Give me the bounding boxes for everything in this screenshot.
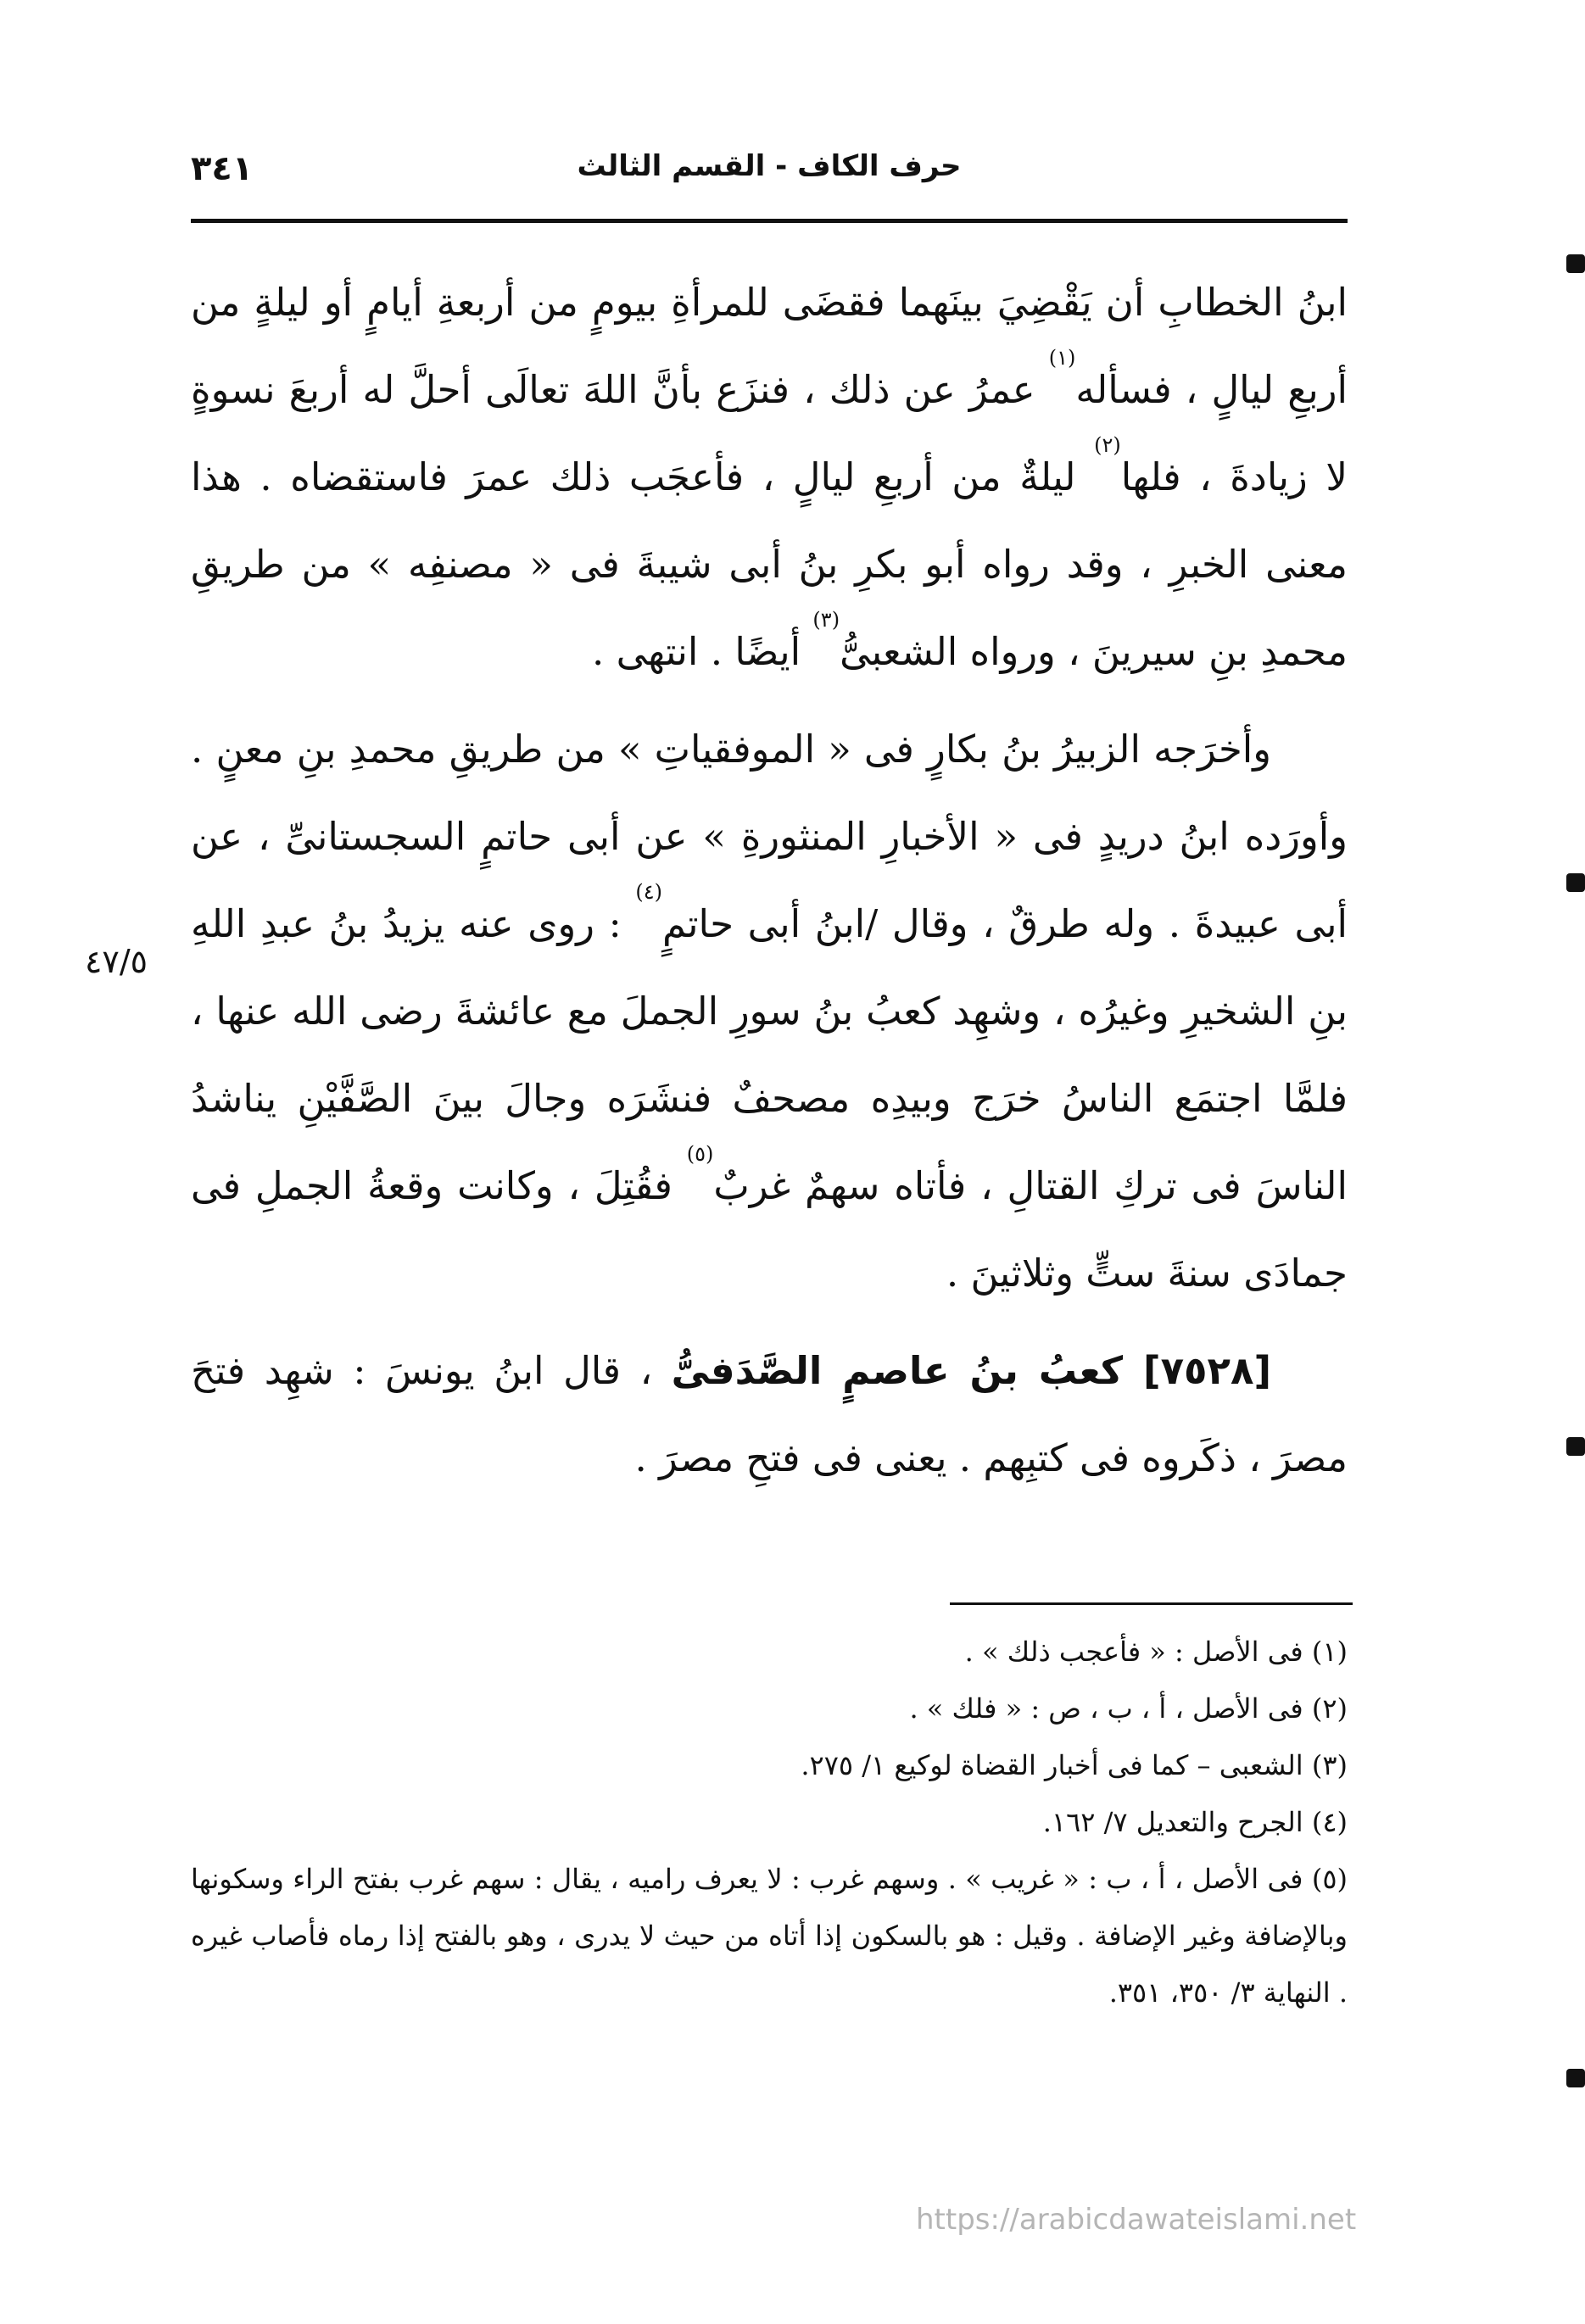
watermark-url: https://arabicdawateislami.net: [916, 2203, 1357, 2237]
running-title: حرف الكاف - القسم الثالث: [577, 149, 962, 183]
footnote-marker-3: (٣): [812, 608, 840, 632]
footnotes: [191, 1624, 1348, 2021]
scan-edge-mark: [1566, 873, 1585, 892]
paragraph-2: [191, 705, 1348, 1317]
scan-edge-mark: [1566, 254, 1585, 273]
text-run: وأخرَجه الزبيرُ بنُ بكارٍ فى « الموفقياتِ » من طريقِ محمدِ بنِ معنٍ . وأورَده ابنُ دريدٍ فى « الأخبارِ المنثورةِ » عن أبى حاتمٍ السجستانىِّ ، عن أبى عبيدةَ . وله طرقٌ ، وقال /ابنُ أبى حاتمٍ: [191, 727, 1348, 946]
paragraph-1: [191, 259, 1348, 695]
footnote-4: (٤) الجرح والتعديل ٧/ ١٦٢.: [1042, 1806, 1348, 1838]
text-run: ابنُ الخطابِ أن يَقْضِيَ بينَهما فقضَى للمرأةِ بيومٍ من أربعةِ أيامٍ أو ليلةٍ من أربعِ ليالٍ ، فسأله: [191, 280, 1348, 412]
footnote-2: (٢) فى الأصل ، أ ، ب ، ص : « فلك » .: [909, 1692, 1348, 1725]
header-rule: [191, 219, 1348, 223]
text-run: فقُتِلَ ، وكانت وقعةُ الجملِ فى جمادَى سنةَ ستٍّ وثلاثينَ .: [191, 1163, 1348, 1296]
running-head: [191, 144, 1348, 203]
footnote-marker-5: (٥): [686, 1142, 714, 1166]
paragraph-3: [191, 1327, 1348, 1502]
text-run: عمرُ عن ذلك ، فنزَع بأنَّ اللهَ تعالَى أحلَّ له أربعَ نسوةٍ لا زيادةَ ، فلها: [191, 367, 1348, 499]
text-run: ليلةٌ من أربعِ ليالٍ ، فأعجَب ذلك عمرَ فاستقضاه . هذا معنى الخبرِ ، وقد رواه أبو بكرِ بنُ أبى شيبةَ فى « مصنفِه » من طريقِ محمدِ بنِ سيرينَ ، ورواه الشعبىُّ: [191, 454, 1348, 674]
main-text: [191, 259, 1348, 1512]
scan-edge-mark: [1566, 2069, 1585, 2087]
footnote-3: (٣) الشعبى – كما فى أخبار القضاة لوكيع ١/ ٢٧٥.: [801, 1749, 1348, 1781]
footnote-rule: [950, 1602, 1353, 1605]
footnote-1: (١) فى الأصل : « فأعجب ذلك » .: [964, 1636, 1348, 1668]
footnote-marker-4: (٤): [635, 880, 663, 904]
margin-reference: ٤٧/٥: [85, 943, 148, 980]
footnote-marker-1: (١): [1048, 346, 1076, 370]
entry-heading: [٧٥٢٨] كعبُ بنُ عاصمٍ الصَّدَفىُّ: [671, 1348, 1272, 1393]
text-run: : روى عنه يزيدُ بنُ عبدِ اللهِ بنِ الشخيرِ وغيرُه ، وشهِد كعبُ بنُ سورِ الجملَ مع عائشةَ رضى الله عنها ، فلمَّا اجتمَع الناسُ خرَج وبيدِه مصحفٌ فنشَرَه وجالَ بينَ الصَّفَّيْنِ يناشدُ الناسَ فى تركِ القتالِ ، فأتاه سهمٌ غربٌ: [191, 901, 1348, 1208]
text-run: ، قال ابنُ يونسَ : شهِد فتحَ مصرَ ، ذكَروه فى كتبِهم . يعنى فى فتحِ مصرَ .: [191, 1348, 1348, 1480]
text-run: أيضًا . انتهى .: [591, 629, 813, 674]
footnote-marker-2: (٢): [1094, 433, 1121, 457]
footnote-5: (٥) فى الأصل ، أ ، ب : « غريب » . وسهم غرب : لا يعرف راميه ، يقال : سهم غرب بفتح الراء وسكونها وبالإضافة وغير الإضافة . وقيل : هو بالسكون إذا أتاه من حيث لا يدرى ، وهو بالفتح إذا رماه فأصاب غيره . النهاية ٣/ ٣٥٠، ٣٥١.: [191, 1863, 1348, 2009]
page-number: ٣٤١: [191, 149, 254, 188]
scan-edge-mark: [1566, 1437, 1585, 1456]
